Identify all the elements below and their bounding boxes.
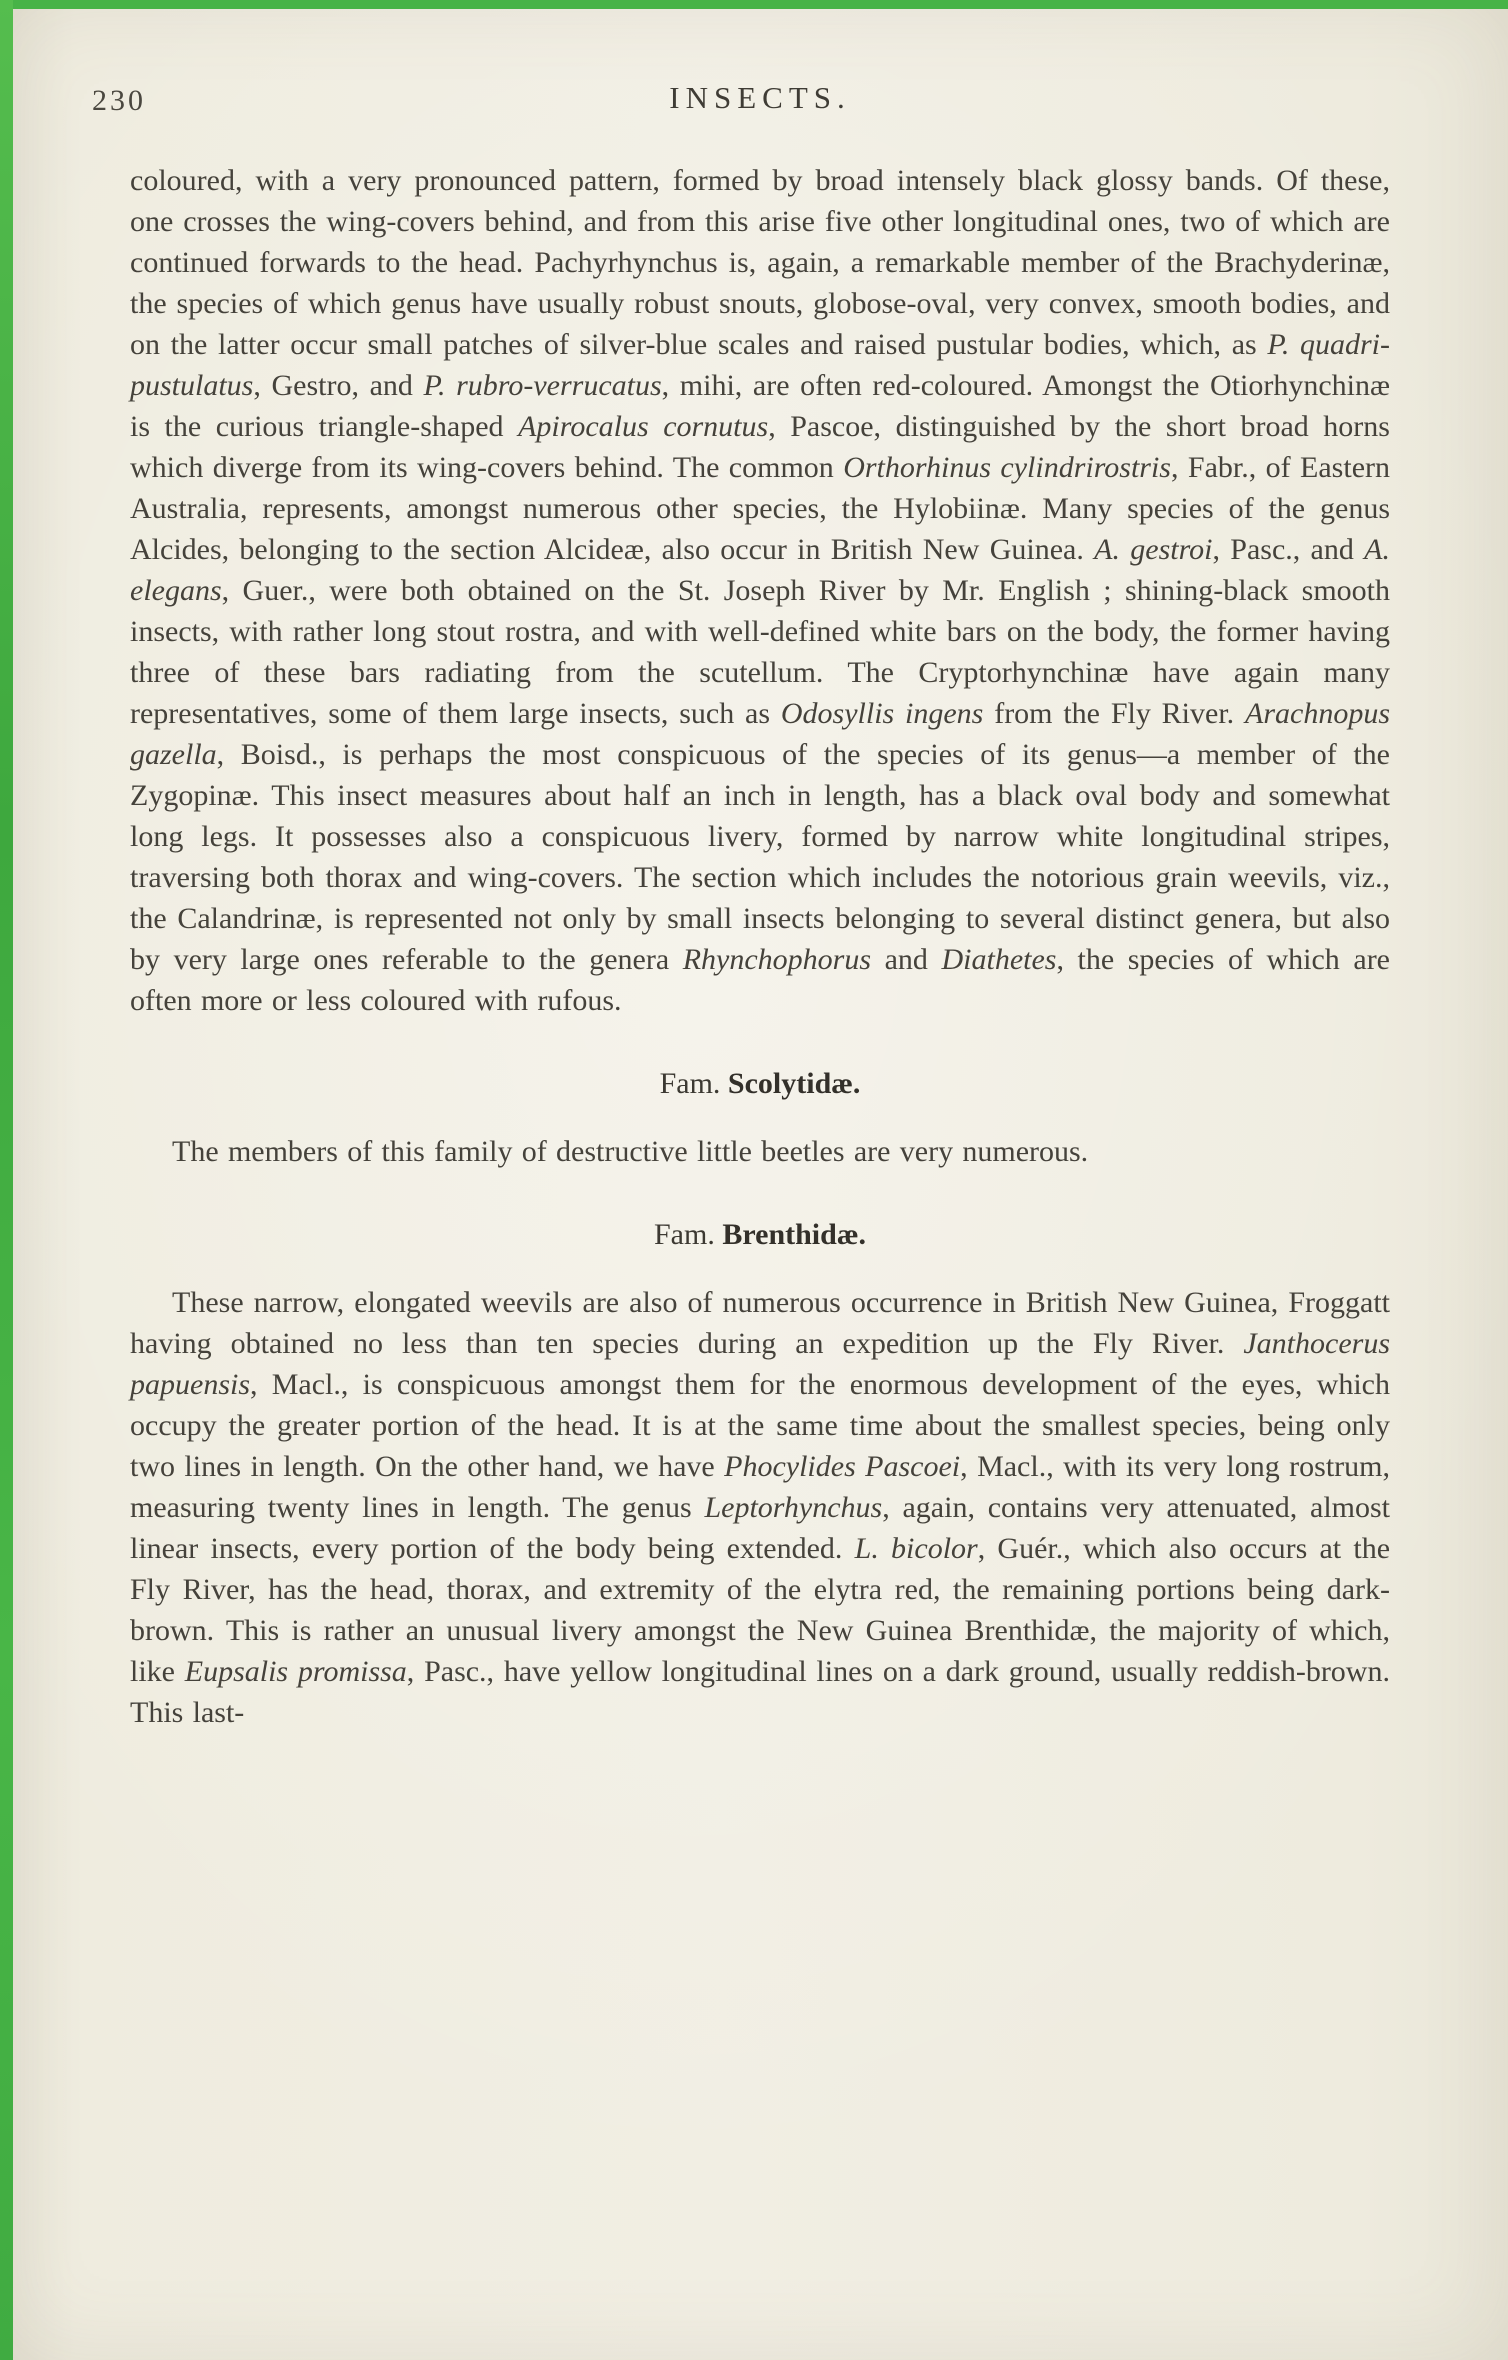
- running-head: INSECTS.: [669, 80, 851, 115]
- page-header: [92, 80, 1390, 126]
- section-heading: Fam. Brenthidæ.: [654, 1218, 866, 1251]
- section-heading: Fam. Scolytidæ.: [659, 1067, 861, 1100]
- paragraph: The members of this family of destructive little beetles are very numerous.: [172, 1135, 1089, 1168]
- page-content: [130, 160, 1390, 1733]
- paragraph: These narrow, elongated weevils are also of numerous occurrence in British New Guinea, Froggatt having obtained no less than ten species during an expedition up the Fly River. Janthocerus papuensis, Macl., is conspicuous amongst them for the enormous development of the eyes, which occupy the greater portion of the head. It is at the same time about the smallest species, being only two lines in length. On the other hand, we have Phocylides Pascoei, Macl., with its very long rostrum, measuring twenty lines in length. The genus Leptorhynchus, again, contains very attenuated, almost linear insects, every portion of the body being extended. L. bicolor, Guér., which also occurs at the Fly River, has the head, thorax, and extremity of the elytra red, the remaining portions being dark-brown. This is rather an unusual livery amongst the New Guinea Brenthidæ, the majority of which, like Eupsalis promissa, Pasc., have yellow longitudinal lines on a dark ground, usually reddish-brown. This last-: [130, 1286, 1391, 1729]
- page-number: 230: [92, 84, 146, 117]
- paragraph: coloured, with a very pronounced pattern, formed by broad intensely black glossy bands. Of these, one crosses the wing-covers behind, and from this arise five other longitudinal ones, two of which are continued forwards to the head. Pachyrhynchus is, again, a remarkable member of the Brachyderinæ, the species of which genus have usually robust snouts, globose-oval, very convex, smooth bodies, and on the latter occur small patches of silver-blue scales and raised pustular bodies, which, as P. quadri-pustulatus, Gestro, and P. rubro-verrucatus, mihi, are often red-coloured. Amongst the Otiorhynchinæ is the curious triangle-shaped Apirocalus cornutus, Pascoe, distinguished by the short broad horns which diverge from its wing-covers behind. The common Orthorhinus cylindrirostris, Fabr., of Eastern Australia, represents, amongst numerous other species, the Hylobiinæ. Many species of the genus Alcides, belonging to the section Alcideæ, also occur in British New Guinea. A. gestroi, Pasc., and A. elegans, Guer., were both obtained on the St. Joseph River by Mr. English ; shining-black smooth insects, with rather long stout rostra, and with well-defined white bars on the body, the former having three of these bars radiating from the scutellum. The Cryptorhynchinæ have again many representatives, some of them large insects, such as Odosyllis ingens from the Fly River. Arachnopus gazella, Boisd., is perhaps the most conspicuous of the species of its genus—a member of the Zygopinæ. This insect measures about half an inch in length, has a black oval body and somewhat long legs. It possesses also a conspicuous livery, formed by narrow white longitudinal stripes, traversing both thorax and wing-covers. The section which includes the notorious grain weevils, viz., the Calandrinæ, is represented not only by small insects belonging to several distinct genera, but also by very large ones referable to the genera Rhynchophorus and Diathetes, the species of which are often more or less coloured with rufous.: [130, 164, 1391, 1017]
